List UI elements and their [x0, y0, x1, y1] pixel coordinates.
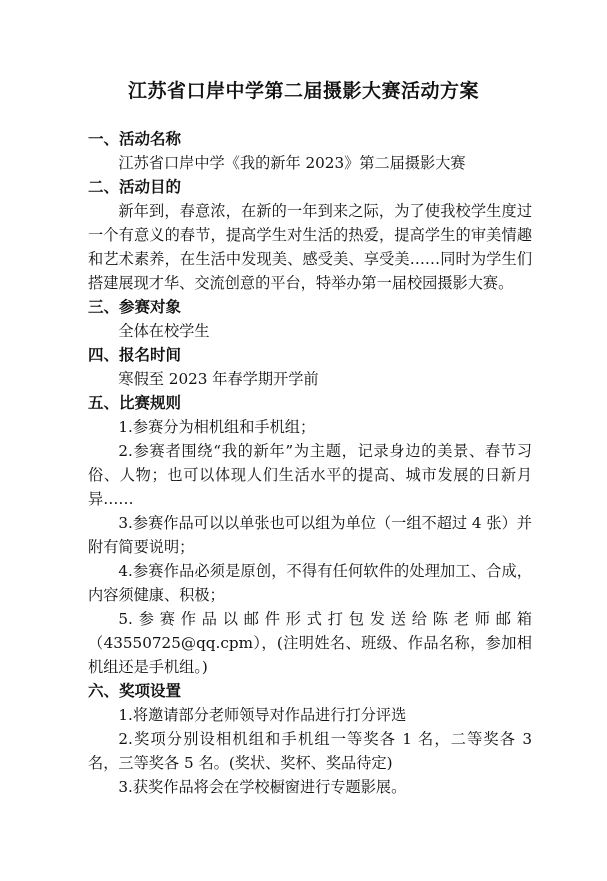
award-item-3: 3.获奖作品将会在学校橱窗进行专题影展。 [118, 778, 407, 796]
rule-item-4: 4.参赛作品必须是原创，不得有任何软件的处理加工、合成，内容须健康、积极； [88, 562, 532, 604]
rule-item-1: 1.参赛分为相机组和手机组； [118, 418, 316, 436]
section-text-registration: 寒假至 2023 年春学期开学前 [118, 370, 319, 388]
section-text-purpose: 新年到，春意浓，在新的一年到来之际，为了使我校学生度过一个有意义的春节，提高学生对生活的热爱，提高学生的审美情趣和艺术素养，在生活中发现美、感受美、享受美……同时为学生们搭建展现才华、交流创意的平台，特举办第一届校园摄影大赛。 [88, 202, 532, 292]
rule-item-3: 3.参赛作品可以以单张也可以组为单位（一组不超过 4 张）并附有简要说明； [88, 514, 532, 556]
section-heading-rules: 五、比赛规则 [88, 394, 182, 412]
rule-item-2: 2.参赛者围绕“我的新年”为主题，记录身边的美景、春节习俗、人物；也可以体现人们生活水平的提高、城市发展的日新月异…… [88, 442, 532, 508]
rule-item-5: 5.参赛作品以邮件形式打包发送给陈老师邮箱（43550725@qq.cpm），(注明姓名、班级、作品名称，参加相机组还是手机组。) [88, 610, 532, 676]
section-heading-purpose: 二、活动目的 [88, 178, 182, 196]
award-item-1: 1.将邀请部分老师领导对作品进行打分评选 [118, 706, 407, 724]
section-text-participants: 全体在校学生 [118, 322, 210, 340]
document-body [88, 127, 532, 799]
section-heading-participants: 三、参赛对象 [88, 298, 182, 316]
section-text-name: 江苏省口岸中学《我的新年 2023》第二届摄影大赛 [118, 154, 466, 172]
document-title: 江苏省口岸中学第二届摄影大赛活动方案 [127, 80, 479, 102]
section-heading-name: 一、活动名称 [88, 130, 182, 148]
award-item-2: 2.奖项分别设相机组和手机组一等奖各 1 名，二等奖各 3 名，三等奖各 5 名。(奖状、奖杯、奖品待定) [88, 730, 532, 772]
section-heading-awards: 六、奖项设置 [88, 682, 182, 700]
section-heading-registration: 四、报名时间 [88, 346, 182, 364]
